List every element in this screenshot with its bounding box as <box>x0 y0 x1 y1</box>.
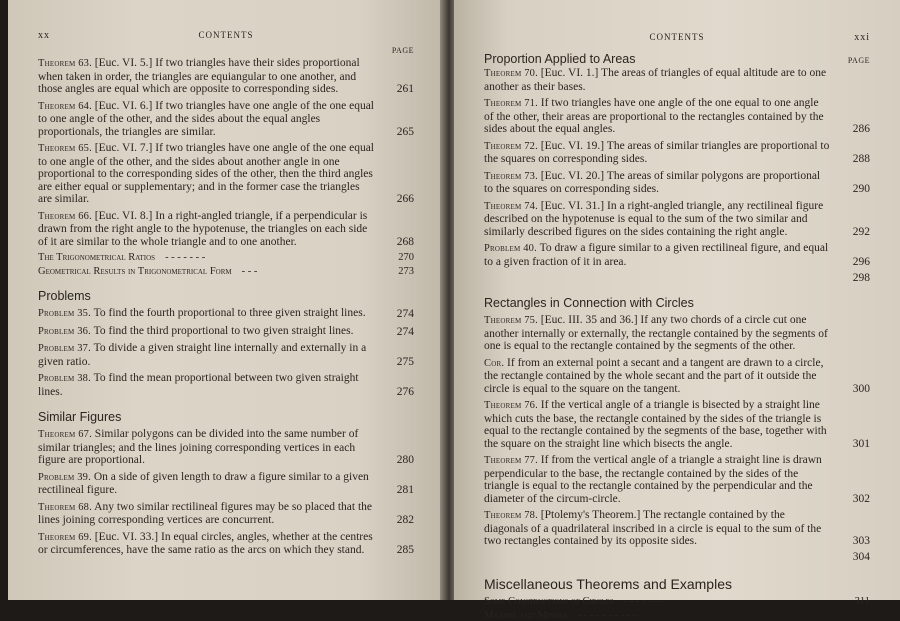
contents-entry <box>38 100 414 139</box>
entry-text: If from the vertical angle of a triangle a straight line is drawn perpendicular to the base, the rectangle contained by the sides of the triangle is equal to the rectangle contained by the perpendicular and the diameter of the circum-circle. <box>484 454 822 505</box>
entry-label: Theorem 71. <box>484 98 538 109</box>
dotted-leader: - - - - - - - - - - <box>577 609 637 621</box>
entry-label: Theorem 75. <box>484 315 538 326</box>
entry-text: On a side of given length to draw a figure similar to a given rectilineal figure. <box>38 470 369 496</box>
entry-label: Theorem 72. <box>484 140 538 152</box>
areas-heading: Proportion Applied to Areas <box>484 52 636 66</box>
entry-text: [Euc. VI. 1.] The areas of triangles of equal altitude are to one another as their bases. <box>484 67 827 93</box>
contents-entry <box>484 67 870 93</box>
entry-page-number: 268 <box>396 235 414 248</box>
entry-page-number: 303 <box>852 535 870 547</box>
problems-heading: Problems <box>38 289 91 303</box>
left-dotted-list <box>38 252 414 277</box>
entry-page-number: 266 <box>396 193 414 205</box>
entry-text: [Euc. VI. 5.] If two triangles have their sides proportional when taken in order, the triangles are equiangular to one another, and those angles are equal which are opposite to corresponding sides. <box>38 57 360 95</box>
entry-text: [Euc. VI. 7.] If two triangles have one angle of the one equal to one angle of the other, and the sides about another angle in one proportional to the corresponding sides of the other, then the third angles are either equal or supplementary; and in the former case the triangles are similar. <box>38 142 374 205</box>
contents-entry <box>38 372 414 398</box>
entry-text: To divide a given straight line internally and externally in a given ratio. <box>38 342 367 368</box>
contents-entry <box>484 399 870 450</box>
entry-text: [Euc. VI. 20.] The areas of similar polygons are proportional to the squares on corresponding sides. <box>484 169 821 195</box>
entry-text: [Euc. VI. 8.] In a right-angled triangle, if a perpendicular is drawn from the right angle to the hypotenuse, the triangles on each side of it are similar to the whole triangle and to one another. <box>38 209 368 248</box>
entry-label: Problem 37. <box>38 343 91 354</box>
entry-label: Theorem 70. <box>484 68 538 79</box>
contents-entry <box>484 242 870 268</box>
right-page <box>454 0 900 621</box>
entry-text: [Euc. III. 35 and 36.] If any two chords of a circle cut one another internally or externally, the rectangle contained by the segments of one is equal to the rectangle contained by the segments of the other. <box>484 314 828 352</box>
areas-last-page: 298 <box>852 271 870 284</box>
entry-text: If two triangles have one angle of the one equal to one angle of the other, their areas are proportional to the rectangles contained by the sides about the equal angles. <box>484 97 824 135</box>
dotted-entry-text: Geometrical Results in Trigonometrical Form <box>38 266 232 277</box>
areas-list <box>484 67 870 268</box>
left-page <box>8 0 444 600</box>
entry-page-number: 285 <box>396 544 414 556</box>
entry-page-number: 282 <box>396 514 414 526</box>
entry-label: Cor. <box>484 357 505 369</box>
entry-label: Theorem 78. <box>484 510 538 521</box>
contents-entry <box>484 97 870 136</box>
contents-entry <box>38 57 414 96</box>
similar-figures-list <box>38 428 414 557</box>
dotted-entry <box>484 596 870 607</box>
entry-text: [Euc. VI. 19.] The areas of similar triangles are proportional to the squares on corresponding sides. <box>484 139 830 165</box>
entry-label: Problem 40. <box>484 243 537 254</box>
entry-page-number: 296 <box>852 255 870 268</box>
left-page-number: xx <box>38 30 50 41</box>
contents-entry <box>484 200 870 239</box>
entry-text: To find the mean proportional between two given straight lines. <box>38 372 359 398</box>
entry-label: Theorem 67. <box>38 429 92 440</box>
entry-page-number: 292 <box>852 225 870 238</box>
contents-entry <box>38 325 414 339</box>
entry-text: To draw a figure similar to a given rectilineal figure, and equal to a given fraction of it in area. <box>484 242 829 268</box>
entry-text: [Euc. VI. 31.] In a right-angled triangle, any rectilineal figure described on the hypotenuse is equal to the sum of the two similar and similarly described figures on the sides containing the right angle. <box>484 199 824 238</box>
entry-page-number: 265 <box>396 125 414 138</box>
right-page-number: xxi <box>854 32 870 43</box>
entry-text: Similar polygons can be divided into the same number of similar triangles; and the lines joining corresponding vertices in each figure are proportional. <box>38 428 359 466</box>
dotted-leader: - - - <box>241 266 258 277</box>
entry-label: Problem 36. <box>38 325 91 337</box>
entry-page-number: 274 <box>396 325 414 338</box>
contents-entry <box>38 428 414 467</box>
entry-page-number: 290 <box>852 183 870 195</box>
entry-text: Any two similar rectilineal figures may be so placed that the lines joining corresponding vertices are concurrent. <box>38 500 373 526</box>
entry-label: Theorem 73. <box>484 170 538 182</box>
dotted-leader: - - - - - - - <box>165 252 206 263</box>
contents-entry <box>484 314 870 353</box>
misc-heading: Miscellaneous Theorems and Examples <box>484 575 732 592</box>
entry-label: Theorem 74. <box>484 200 538 212</box>
entry-label: Theorem 66. <box>38 210 92 222</box>
entry-page-number: 261 <box>396 83 414 95</box>
rectangles-heading: Rectangles in Connection with Circles <box>484 296 694 310</box>
contents-entry <box>38 471 414 497</box>
problems-list <box>38 307 414 398</box>
entry-text: To find the third proportional to two given straight lines. <box>93 324 354 337</box>
entry-page-number: 286 <box>852 123 870 135</box>
contents-entry <box>38 307 414 321</box>
entry-text: If from an external point a secant and a tangent are drawn to a circle, the rectangle contained by the whole secant and the part of it outside the circle is equal to the square on the tangent. <box>484 356 824 395</box>
dotted-leader: - - - - - - - <box>623 595 664 607</box>
entry-label: Theorem 64. <box>38 100 92 112</box>
dotted-entry <box>484 610 870 621</box>
left-theorem-list <box>38 57 414 248</box>
contents-entry <box>38 501 414 527</box>
entry-text: [Euc. VI. 6.] If two triangles have one angle of the one equal to one angle of the other, and the sides about the equal angles proportionals, the triangles are similar. <box>38 99 374 138</box>
entry-label: Theorem 68. <box>38 501 92 513</box>
left-running-head: CONTENTS <box>198 30 254 40</box>
contents-entry <box>484 357 870 396</box>
dotted-entry <box>38 266 414 277</box>
contents-entry <box>38 531 414 557</box>
contents-entry <box>38 210 414 249</box>
entry-page-number: 280 <box>396 454 414 466</box>
rect-last-page: 304 <box>852 551 870 563</box>
entry-label: Theorem 69. <box>38 531 92 543</box>
right-header <box>484 32 870 50</box>
entry-page-number: 281 <box>396 484 414 496</box>
entry-label: Problem 35. <box>38 308 91 319</box>
entry-page-number: 275 <box>396 355 414 368</box>
contents-entry <box>484 509 870 548</box>
entry-page-number: 274 <box>396 308 414 320</box>
entry-page-number: 302 <box>852 492 870 505</box>
entry-text: [Euc. VI. 33.] In equal circles, angles, whether at the centres or circumferences, have the same ratio as the arcs on which they stand. <box>38 530 373 556</box>
contents-entry <box>484 454 870 505</box>
dotted-entry-text: Maxima and Minima <box>484 609 568 621</box>
right-page-column-label: PAGE <box>847 56 870 65</box>
rectangles-list <box>484 314 870 548</box>
dotted-entry-page: 311 <box>854 595 870 607</box>
dotted-entry-page: 270 <box>398 252 414 263</box>
entry-page-number: 300 <box>852 382 870 395</box>
contents-entry <box>38 342 414 368</box>
dotted-entry-text: The Trigonometrical Ratios <box>38 252 156 263</box>
dotted-entry <box>38 252 414 263</box>
left-page-column-label: PAGE <box>391 46 414 55</box>
entry-page-number: 301 <box>852 437 870 450</box>
entry-text: [Ptolemy's Theorem.] The rectangle contained by the diagonals of a quadrilateral inscribed in a circle is equal to the sum of the two rectangles contained by its opposite sides. <box>484 509 822 547</box>
entry-page-number: 288 <box>852 153 870 165</box>
similar-figures-heading: Similar Figures <box>38 410 122 424</box>
entry-label: Theorem 65. <box>38 143 92 154</box>
areas-last-page-row <box>484 272 870 284</box>
entry-text: If the vertical angle of a triangle is bisected by a straight line which cuts the base, the rectangle contained by the sides of the triangle is equal to the rectangle contained by the segments of the base, together with the square on the straight line which bisects the angle. <box>484 399 827 450</box>
entry-label: Theorem 77. <box>484 455 538 466</box>
entry-page-number: 276 <box>396 385 414 398</box>
entry-label: Theorem 63. <box>38 58 92 69</box>
contents-entry <box>38 142 414 206</box>
dotted-entry-text: Some Constructions of Circles <box>484 595 614 607</box>
misc-dotted-list <box>484 596 870 621</box>
right-running-head: CONTENTS <box>649 32 705 42</box>
contents-entry <box>484 170 870 196</box>
dotted-entry-page: 273 <box>398 266 414 277</box>
entry-text: To find the fourth proportional to three given straight lines. <box>93 307 366 319</box>
left-header <box>38 30 414 48</box>
contents-entry <box>484 140 870 166</box>
entry-label: Theorem 76. <box>484 400 538 411</box>
rect-last-page-row <box>484 552 870 564</box>
entry-label: Problem 39. <box>38 471 91 483</box>
entry-label: Problem 38. <box>38 373 91 384</box>
